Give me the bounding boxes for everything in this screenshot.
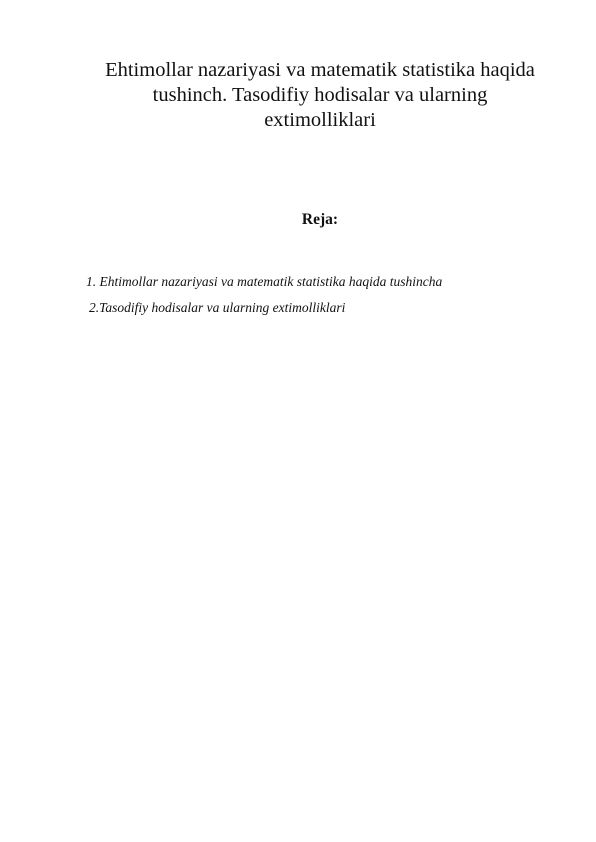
plan-item: 2.Tasodifiy hodisalar va ularning extimolliklari bbox=[89, 300, 346, 315]
title-line: extimolliklari bbox=[264, 109, 376, 131]
title-line: tushinch. Tasodifiy hodisalar va ularning bbox=[152, 84, 488, 106]
document-title bbox=[70, 58, 570, 133]
plan-heading: Reja: bbox=[301, 211, 339, 228]
plan-item: 1. Ehtimollar nazariyasi va matematik statistika haqida tushincha bbox=[86, 274, 443, 289]
title-line: Ehtimollar nazariyasi va matematik statistika haqida bbox=[105, 59, 535, 81]
